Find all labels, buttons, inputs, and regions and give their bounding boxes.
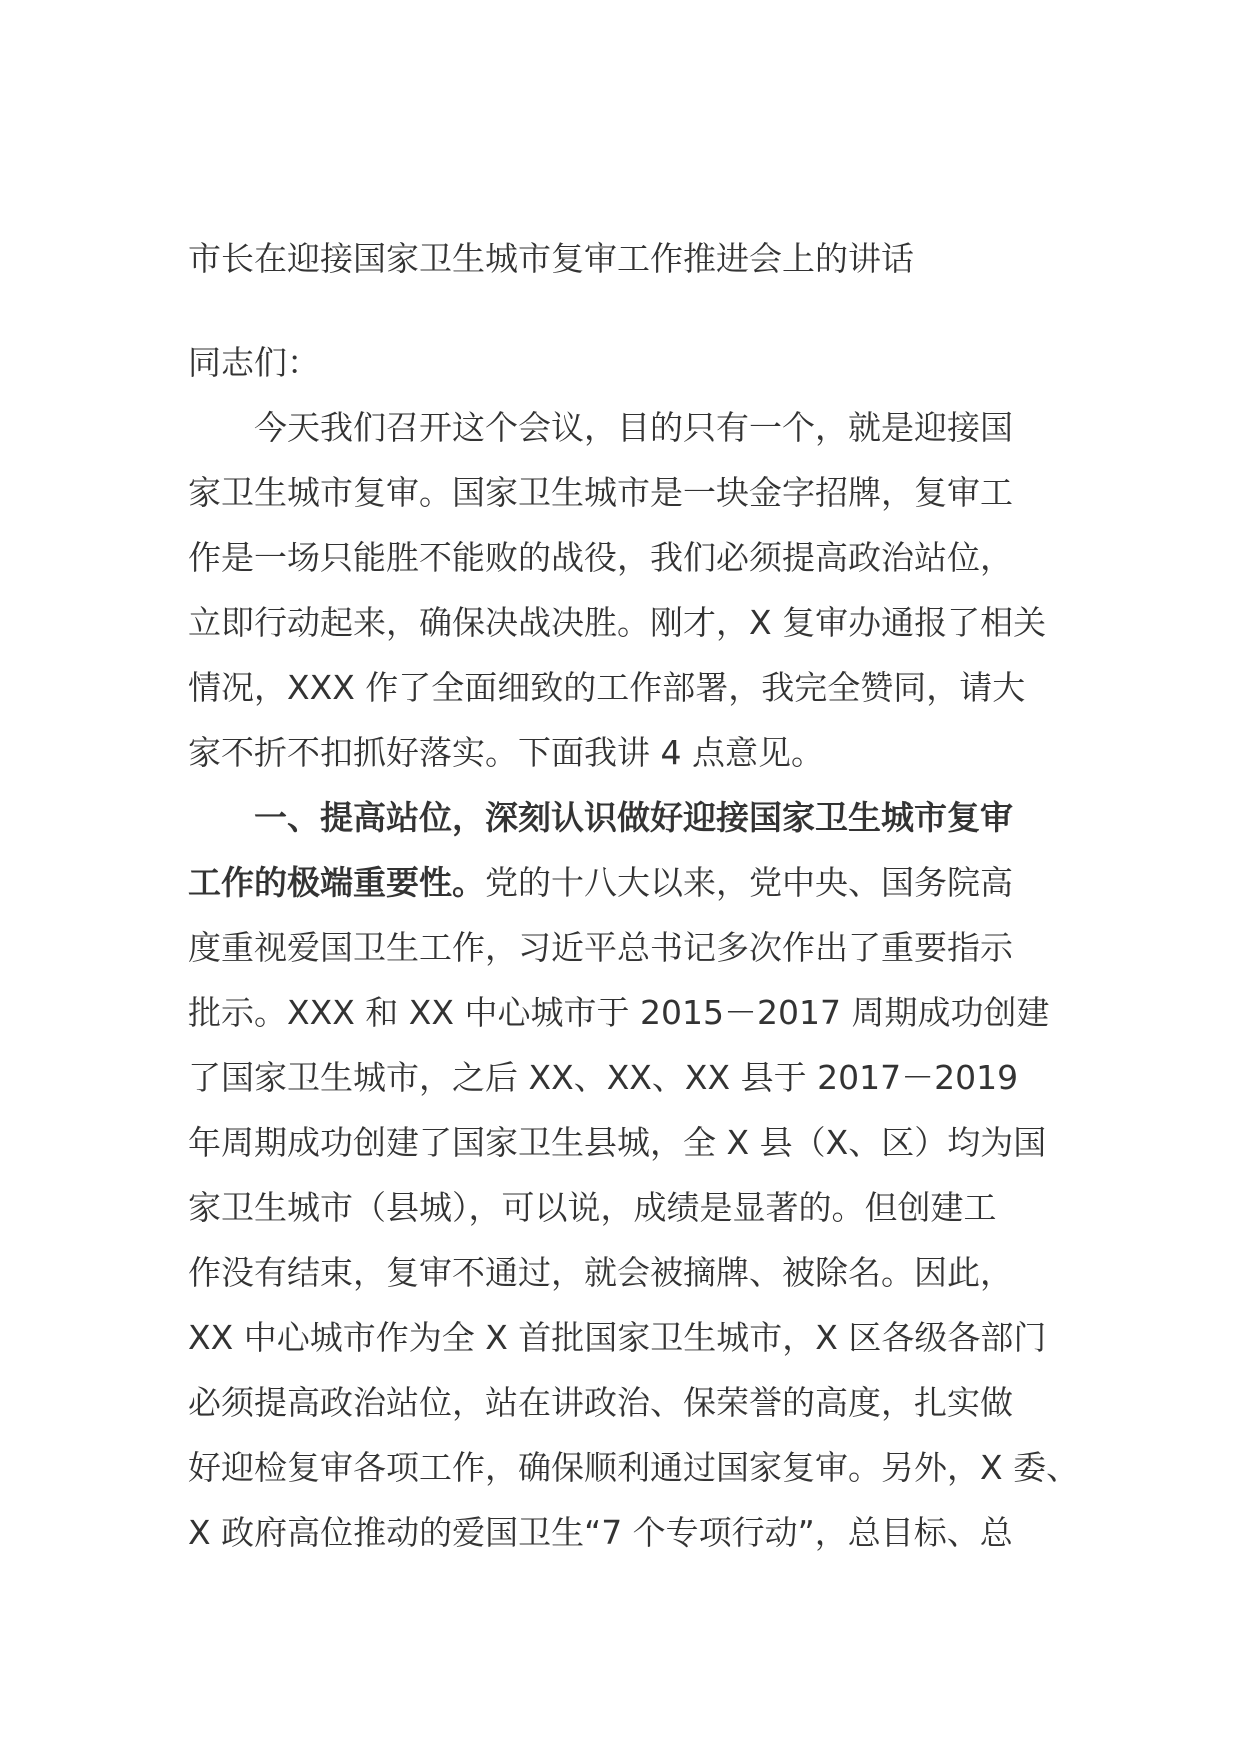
paragraph-line — [188, 1305, 1240, 1370]
line-text: 情况，XXX 作了全面细致的工作部署，我完全赞同，请大 — [188, 668, 1026, 707]
line-text: 同志们： — [188, 343, 320, 382]
line-text: XX 中心城市作为全 X 首批国家卫生城市，X 区各级各部门 — [188, 1318, 1047, 1357]
line-text: 批示。XXX 和 XX 中心城市于 2015－2017 周期成功创建 — [188, 993, 1050, 1032]
document-body — [188, 330, 1240, 1565]
line-text: 家卫生城市复审。国家卫生城市是一块金字招牌，复审工 — [188, 473, 1013, 512]
line-text: 年周期成功创建了国家卫生县城，全 X 县（X、区）均为国 — [188, 1123, 1047, 1162]
paragraph-line — [188, 330, 1240, 395]
line-text: 了国家卫生城市，之后 XX、XX、XX 县于 2017－2019 — [188, 1058, 1019, 1097]
paragraph-line — [188, 1175, 1240, 1240]
line-text: 党的十八大以来，党中央、国务院高 — [485, 863, 1013, 902]
paragraph-line — [188, 980, 1240, 1045]
line-text: 必须提高政治站位，站在讲政治、保荣誉的高度，扎实做 — [188, 1383, 1013, 1422]
paragraph-line — [188, 1500, 1240, 1565]
paragraph-line — [188, 590, 1240, 655]
paragraph-line — [188, 1435, 1240, 1500]
line-text: 作是一场只能胜不能败的战役，我们必须提高政治站位， — [188, 538, 1013, 577]
line-text: 今天我们召开这个会议，目的只有一个，就是迎接国 — [188, 408, 1013, 447]
paragraph-line — [188, 1370, 1240, 1435]
line-text: 家卫生城市（县城），可以说，成绩是显著的。但创建工 — [188, 1188, 997, 1227]
line-text: 好迎检复审各项工作，确保顺利通过国家复审。另外，X 委、 — [188, 1448, 1080, 1487]
line-text: 度重视爱国卫生工作，习近平总书记多次作出了重要指示 — [188, 928, 1013, 967]
paragraph-line — [188, 1110, 1240, 1175]
line-text: X 政府高位推动的爱国卫生“7 个专项行动”，总目标、总 — [188, 1513, 1013, 1552]
paragraph-line — [188, 1045, 1240, 1110]
paragraph-line — [188, 460, 1240, 525]
line-text: 家不折不扣抓好落实。下面我讲 4 点意见。 — [188, 733, 824, 772]
paragraph-line — [188, 395, 1240, 460]
line-text: 作没有结束，复审不通过，就会被摘牌、被除名。因此， — [188, 1253, 1013, 1292]
document-title: 市长在迎接国家卫生城市复审工作推进会上的讲话 — [188, 239, 914, 278]
paragraph-line — [188, 525, 1240, 590]
section-heading-line — [188, 785, 1240, 850]
section-heading-text: 工作的极端重要性。 — [188, 863, 485, 902]
paragraph-line — [188, 915, 1240, 980]
paragraph-line — [188, 720, 1240, 785]
paragraph-line — [188, 1240, 1240, 1305]
line-text: 立即行动起来，确保决战决胜。刚才，X 复审办通报了相关 — [188, 603, 1047, 642]
paragraph-line — [188, 655, 1240, 720]
section-heading-line — [188, 850, 1240, 915]
section-heading-text: 一、提高站位，深刻认识做好迎接国家卫生城市复审 — [188, 798, 1013, 837]
